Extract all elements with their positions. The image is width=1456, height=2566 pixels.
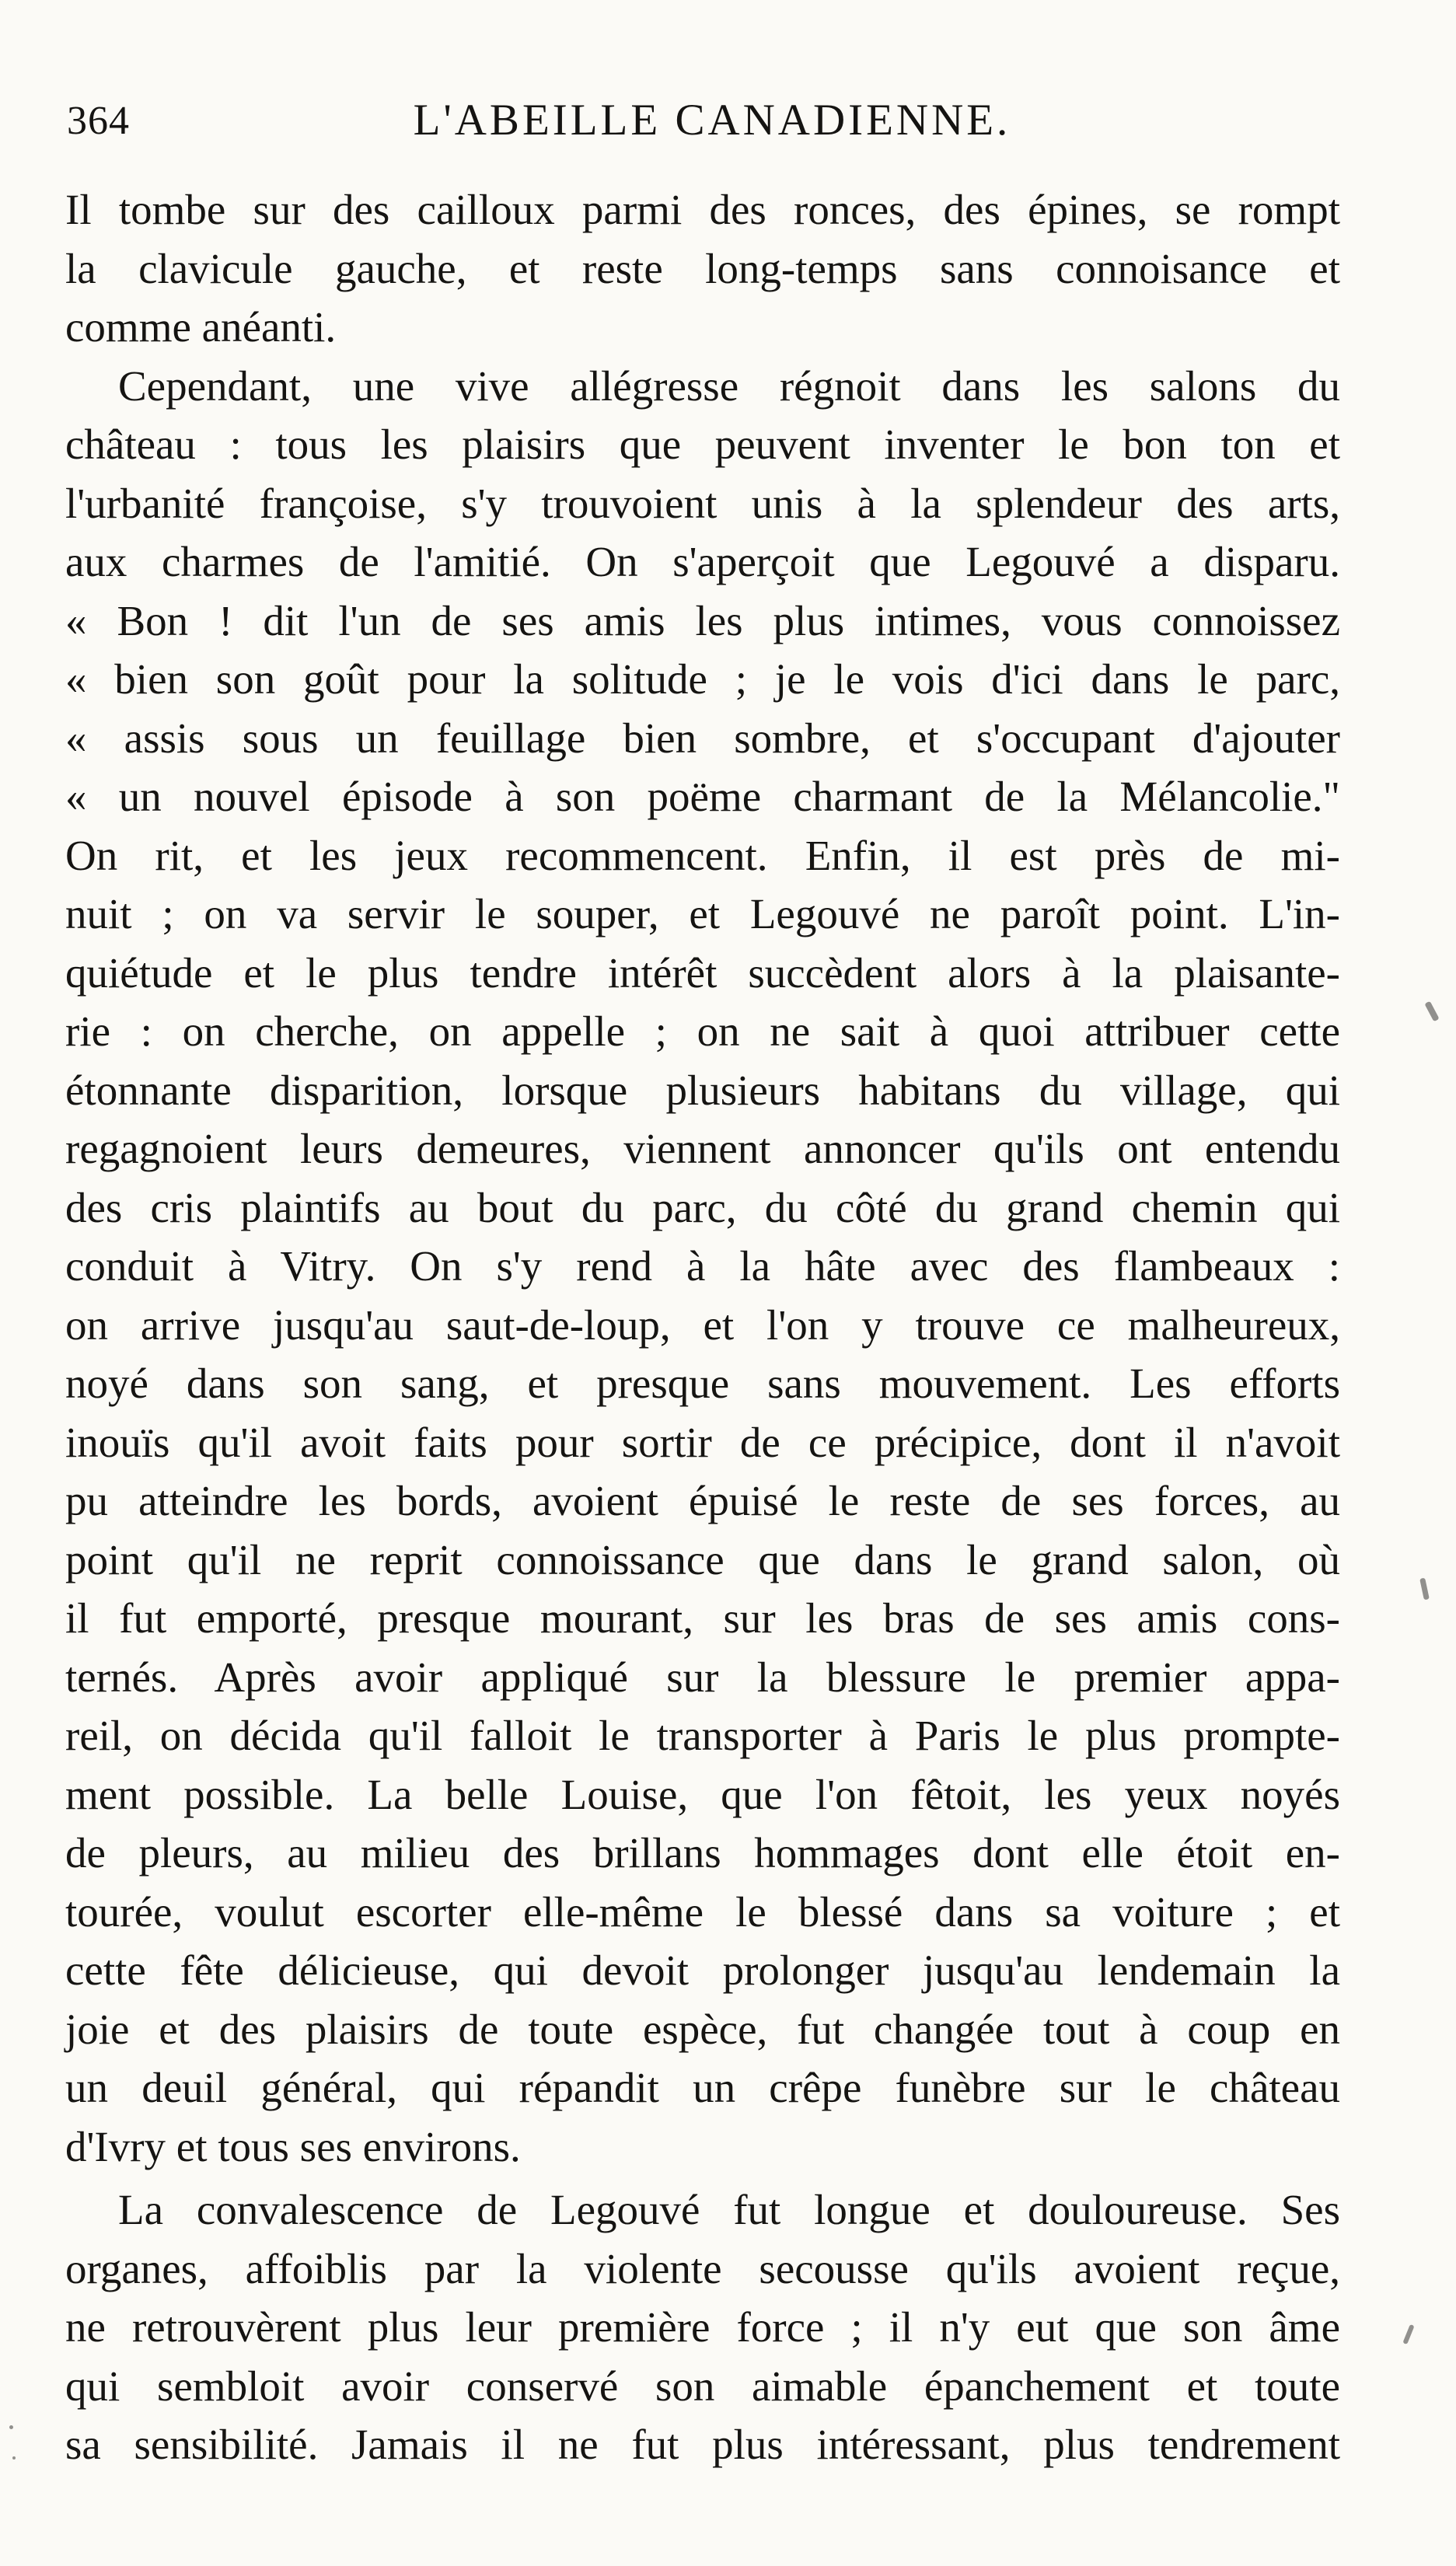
text-line: cette fête délicieuse, qui devoit prolonger jusqu'au lendemain la	[65, 1946, 1340, 1994]
text-line: des cris plaintifs au bout du parc, du côté du grand chemin qui	[65, 1183, 1340, 1231]
text-line: joie et des plaisirs de toute espèce, fut changée tout à coup en	[65, 2005, 1340, 2053]
text-line: regagnoient leurs demeures, viennent annoncer qu'ils ont entendu	[65, 1125, 1340, 1172]
text-line: ternés. Après avoir appliqué sur la blessure le premier appa-	[65, 1653, 1340, 1701]
ink-mark	[1424, 1001, 1439, 1022]
text-line: nuit ; on va servir le souper, et Legouvé ne paroît point. L'in-	[65, 890, 1340, 937]
text-line: point qu'il ne reprit connoissance que dans le grand salon, où	[65, 1535, 1340, 1583]
text-line: « Bon ! dit l'un de ses amis les plus intimes, vous connoissez	[65, 596, 1340, 644]
text-line: d'Ivry et tous ses environs.	[65, 2122, 521, 2170]
ink-mark	[9, 2425, 13, 2429]
ink-mark	[12, 2456, 16, 2460]
text-line: qui sembloit avoir conservé son aimable épanchement et toute	[65, 2362, 1340, 2410]
text-line: aux charmes de l'amitié. On s'aperçoit que Legouvé a disparu.	[65, 538, 1340, 585]
ink-mark	[1419, 1578, 1430, 1601]
text-line: sa sensibilité. Jamais il ne fut plus intéressant, plus tendrement	[65, 2421, 1340, 2468]
text-line: Cependant, une vive allégresse régnoit dans les salons du	[118, 361, 1340, 410]
text-line: étonnante disparition, lorsque plusieurs habitans du village, qui	[65, 1066, 1340, 1114]
text-line: ne retrouvèrent plus leur première force ; il n'y eut que son âme	[65, 2303, 1340, 2351]
text-line: noyé dans son sang, et presque sans mouvement. Les efforts	[65, 1360, 1340, 1407]
text-line: pu atteindre les bords, avoient épuisé le reste de ses forces, au	[65, 1477, 1340, 1524]
body-text	[65, 180, 1340, 2474]
ink-mark	[1402, 2324, 1414, 2344]
text-line: un deuil général, qui répandit un crêpe funèbre sur le château	[65, 2064, 1340, 2111]
text-line: La convalescence de Legouvé fut longue et douloureuse. Ses	[118, 2186, 1340, 2233]
text-line: ment possible. La belle Louise, que l'on fêtoit, les yeux noyés	[65, 1770, 1340, 1818]
text-line: conduit à Vitry. On s'y rend à la hâte avec des flambeaux :	[65, 1242, 1340, 1290]
text-line: de pleurs, au milieu des brillans hommages dont elle étoit en-	[65, 1829, 1340, 1876]
text-line: quiétude et le plus tendre intérêt succèdent alors à la plaisante-	[65, 948, 1340, 997]
text-line: il fut emporté, presque mourant, sur les bras de ses amis cons-	[65, 1594, 1340, 1642]
text-line: comme anéanti.	[65, 303, 337, 351]
page-number: 364	[67, 99, 130, 143]
text-line: organes, affoiblis par la violente secousse qu'ils avoient reçue,	[65, 2244, 1340, 2292]
text-line: château : tous les plaisirs que peuvent inventer le bon ton et	[65, 421, 1340, 468]
text-line: la clavicule gauche, et reste long-temps sans connoisance et	[65, 244, 1340, 292]
text-line: « bien son goût pour la solitude ; je le vois d'ici dans le parc,	[65, 655, 1340, 703]
text-line: on arrive jusqu'au saut-de-loup, et l'on y trouve ce malheureux,	[65, 1300, 1340, 1349]
page-header	[67, 87, 1357, 157]
text-line: « assis sous un feuillage bien sombre, et s'occupant d'ajouter	[65, 714, 1340, 762]
text-line: inouïs qu'il avoit faits pour sortir de ce précipice, dont il n'avoit	[65, 1418, 1340, 1466]
text-line: reil, on décida qu'il falloit le transporter à Paris le plus prompte-	[65, 1712, 1340, 1759]
text-line: Il tombe sur des cailloux parmi des ronces, des épines, se rompt	[65, 186, 1340, 233]
text-line: On rit, et les jeux recommencent. Enfin, il est près de mi-	[65, 831, 1340, 879]
text-line: l'urbanité françoise, s'y trouvoient unis à la splendeur des arts,	[65, 479, 1340, 527]
text-line: tourée, voulut escorter elle-même le blessé dans sa voiture ; et	[65, 1887, 1340, 1936]
text-line: rie : on cherche, on appelle ; on ne sait à quoi attribuer cette	[65, 1007, 1340, 1055]
running-title: L'ABEILLE CANADIENNE.	[413, 96, 1011, 145]
text-line: « un nouvel épisode à son poëme charmant de la Mélancolie."	[65, 773, 1340, 820]
